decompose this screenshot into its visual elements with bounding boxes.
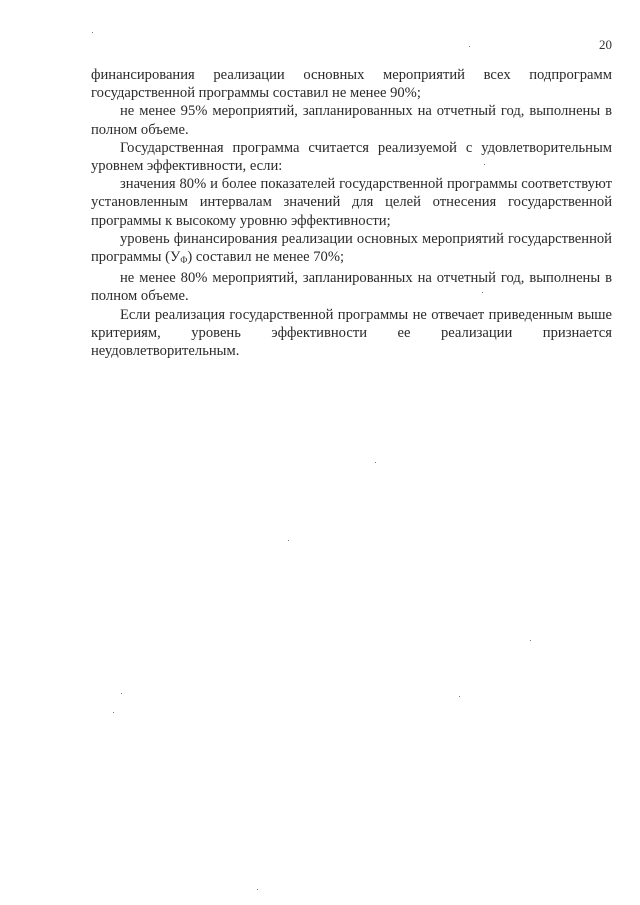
subscript-text: Ф	[180, 255, 188, 266]
scan-speck	[113, 712, 114, 713]
scan-speck	[484, 164, 485, 165]
scan-speck	[257, 889, 258, 890]
scan-speck	[375, 462, 376, 463]
paragraph	[91, 306, 612, 361]
paragraph	[91, 139, 612, 175]
scan-speck	[92, 32, 93, 33]
scan-speck	[469, 46, 470, 47]
scan-speck	[482, 292, 483, 293]
paragraph-text: Государственная программа считается реализуемой с удовлетворительным уровнем эффективности, если:	[91, 139, 612, 175]
document-body	[91, 66, 612, 360]
paragraph-text: ) составил не менее 70%;	[187, 249, 345, 266]
paragraph	[91, 230, 612, 269]
page-number: 20	[599, 37, 612, 52]
paragraph	[91, 102, 612, 138]
scan-speck	[459, 696, 460, 697]
paragraph	[91, 66, 612, 102]
paragraph-text: уровень финансирования реализации основных мероприятий государственной программы (У	[91, 230, 612, 266]
paragraph-text: не менее 80% мероприятий, запланированных на отчетный год, выполнены в полном объеме.	[91, 270, 612, 305]
scan-speck	[530, 640, 531, 641]
scan-speck	[121, 693, 122, 694]
paragraph-text: не менее 95% мероприятий, запланированных на отчетный год, выполнены в полном объеме.	[91, 103, 612, 138]
paragraph-text: Если реализация государственной программы не отвечает приведенным выше критериям, уровень эффективности ее реализации признается неудовлетворительным.	[91, 306, 612, 360]
paragraph	[91, 175, 612, 230]
paragraph	[91, 269, 612, 305]
paragraph-text: значения 80% и более показателей государственной программы соответствуют установленным интервалам значений для целей отнесения государственной программы к высокому уровню эффективности;	[91, 176, 612, 229]
paragraph-text: финансирования реализации основных мероприятий всех подпрограмм государственной программы составил не менее 90%;	[91, 67, 612, 102]
scan-speck	[288, 540, 289, 541]
